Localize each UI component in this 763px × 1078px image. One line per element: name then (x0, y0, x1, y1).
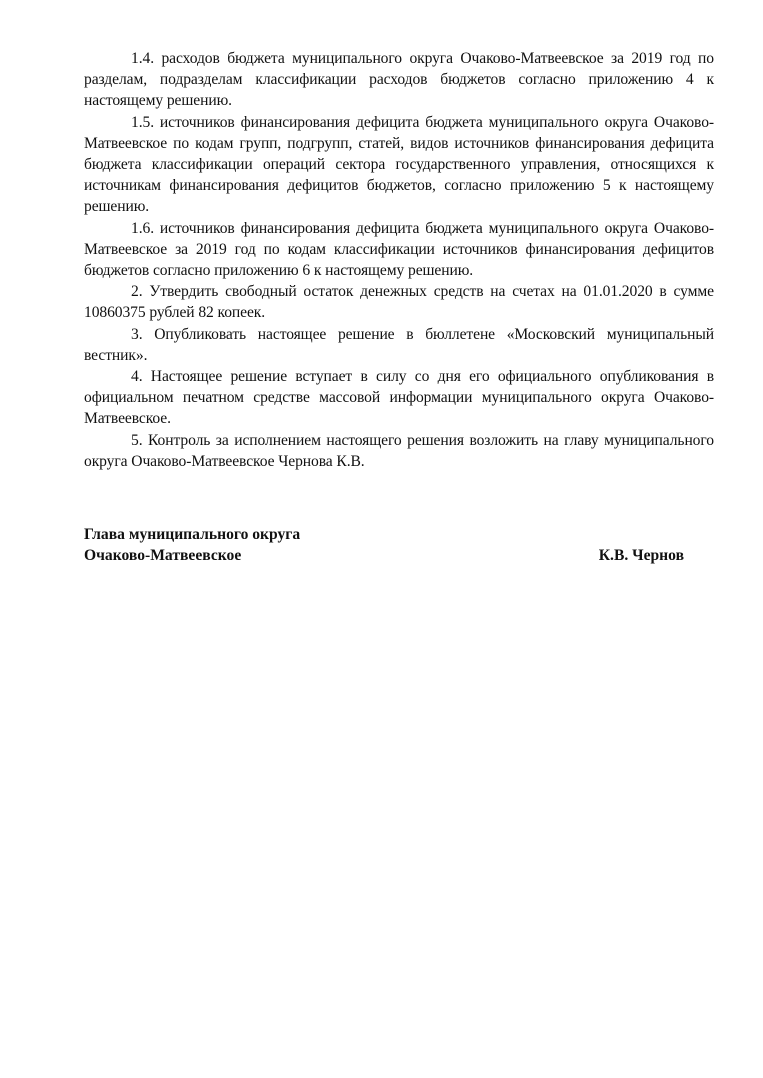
paragraph-1-5: 1.5. источников финансирования дефицита бюджета муниципального округа Очаково-Матвеевское по кодам групп, подгрупп, статей, видов источников финансирования дефицита бюджета классификации операций сектора государственного управления, относящихся к источникам финансирования дефицитов бюджетов, согласно приложению 5 к настоящему решению. (84, 113, 714, 216)
paragraph-3: 3. Опубликовать настоящее решение в бюллетене «Московский муниципальный вестник». (84, 325, 714, 364)
paragraph-5: 5. Контроль за исполнением настоящего решения возложить на главу муниципального округа Очаково-Матвеевское Чернова К.В. (84, 431, 714, 470)
paragraph-1-4: 1.4. расходов бюджета муниципального округа Очаково-Матвеевское за 2019 год по разделам, подразделам классификации расходов бюджетов согласно приложению 4 к настоящему решению. (84, 50, 714, 110)
signatory-name: К.В. Чернов (598, 547, 684, 565)
signature-block (84, 524, 684, 566)
paragraph-1-6: 1.6. источников финансирования дефицита бюджета муниципального округа Очаково-Матвеевское за 2019 год по кодам классификации источников финансирования дефицитов бюджетов согласно приложению 6 к настоящему решению. (84, 219, 714, 280)
paragraph-4: 4. Настоящее решение вступает в силу со дня его официального опубликования в официальном печатном средстве массовой информации муниципального округа Очаково-Матвеевское. (84, 368, 714, 428)
signature-title-line2: Очаково-Матвеевское (84, 547, 242, 565)
document-body (84, 48, 714, 472)
paragraph-2: 2. Утвердить свободный остаток денежных средств на счетах на 01.01.2020 в сумме 10860375 рублей 82 копеек. (84, 283, 714, 322)
signature-title-line1: Глава муниципального округа (84, 526, 301, 543)
signature-line (84, 545, 684, 566)
